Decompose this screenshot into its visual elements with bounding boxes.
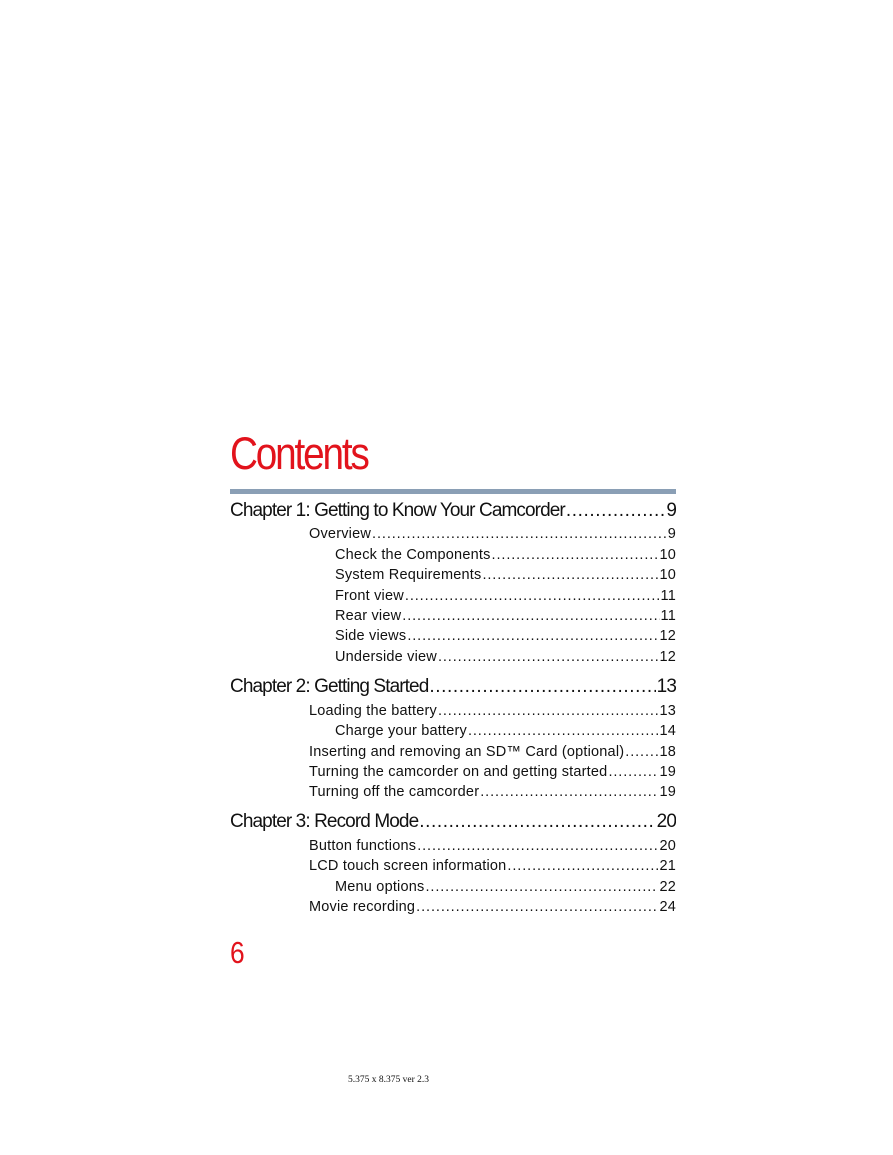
dot-leader xyxy=(417,837,658,856)
dot-leader xyxy=(402,607,659,626)
dot-leader xyxy=(425,878,658,897)
toc-entry-page: 13 xyxy=(659,703,676,719)
toc-entry-label: Turning off the camcorder xyxy=(309,784,480,800)
toc-entry[interactable] xyxy=(309,702,676,721)
toc-entry[interactable] xyxy=(309,783,676,802)
toc-entry[interactable] xyxy=(335,566,676,585)
dot-leader xyxy=(416,898,658,917)
toc-entry-page: 11 xyxy=(660,608,676,624)
toc-entry[interactable] xyxy=(335,607,676,626)
toc-entry-page: 10 xyxy=(659,547,676,563)
toc-entry-label: Front view xyxy=(335,588,404,604)
dot-leader xyxy=(566,499,665,523)
toc-entry[interactable] xyxy=(309,743,676,762)
dot-leader xyxy=(438,648,659,667)
toc-entry-label: LCD touch screen information xyxy=(309,858,507,874)
dot-leader xyxy=(482,566,658,585)
toc-entry-label: Overview xyxy=(309,526,372,542)
toc-entry-label: Side views xyxy=(335,628,407,644)
toc-entry-label: Movie recording xyxy=(309,899,416,915)
toc-entry-label: Underside view xyxy=(335,649,437,665)
dot-leader xyxy=(419,810,655,834)
toc-entry-page: 11 xyxy=(660,588,676,604)
toc-entry[interactable] xyxy=(335,648,676,667)
toc-entry[interactable] xyxy=(335,627,676,646)
dot-leader xyxy=(438,702,659,721)
toc-entry-page: 19 xyxy=(659,764,676,780)
toc-chapter-2[interactable] xyxy=(230,675,676,699)
toc-entry[interactable] xyxy=(309,898,676,917)
dot-leader xyxy=(507,857,658,876)
toc-entry-page: 21 xyxy=(659,858,676,874)
toc-entry-page: 12 xyxy=(659,649,676,665)
toc-entry-label: System Requirements xyxy=(335,567,482,583)
toc-entry[interactable] xyxy=(335,878,676,897)
page-title: Contents xyxy=(230,428,368,479)
toc-entry[interactable] xyxy=(309,837,676,856)
dot-leader xyxy=(625,743,658,762)
toc-entry-page: 13 xyxy=(656,676,676,697)
toc-entry-label: Turning the camcorder on and getting started xyxy=(309,764,608,780)
toc-entry[interactable] xyxy=(309,763,676,782)
toc-entry[interactable] xyxy=(335,587,676,606)
dot-leader xyxy=(372,525,667,544)
toc-entry[interactable] xyxy=(335,546,676,565)
dot-leader xyxy=(492,546,659,565)
toc-entry-page: 9 xyxy=(667,526,676,542)
toc-entry-label: Chapter 3: Record Mode xyxy=(230,811,419,832)
toc-chapter-1[interactable] xyxy=(230,499,676,523)
toc-entry-label: Inserting and removing an SD™ Card (optional) xyxy=(309,744,625,760)
dot-leader xyxy=(468,722,659,741)
toc-entry[interactable] xyxy=(335,722,676,741)
toc-entry-label: Chapter 2: Getting Started xyxy=(230,676,429,697)
toc-entry-page: 20 xyxy=(656,811,676,832)
toc-entry-page: 10 xyxy=(659,567,676,583)
dot-leader xyxy=(405,587,660,606)
toc-entry-label: Chapter 1: Getting to Know Your Camcorder xyxy=(230,500,565,521)
toc-entry-page: 19 xyxy=(659,784,676,800)
toc-entry-label: Loading the battery xyxy=(309,703,437,719)
print-size-note: 5.375 x 8.375 ver 2.3 xyxy=(348,1075,430,1085)
toc-entry-label: Button functions xyxy=(309,838,417,854)
toc-entry-page: 20 xyxy=(659,838,676,854)
page-number: 6 xyxy=(230,935,245,970)
dot-leader xyxy=(480,783,658,802)
toc-entry-page: 9 xyxy=(666,500,676,521)
toc-entry-page: 24 xyxy=(659,899,676,915)
dot-leader xyxy=(407,627,658,646)
toc-entry-page: 18 xyxy=(659,744,676,760)
toc-entry[interactable] xyxy=(309,857,676,876)
dot-leader xyxy=(608,763,658,782)
toc-entry-label: Check the Components xyxy=(335,547,491,563)
title-divider xyxy=(230,489,676,494)
toc-entry-label: Rear view xyxy=(335,608,402,624)
toc-entry-page: 12 xyxy=(659,628,676,644)
toc-entry-page: 14 xyxy=(659,723,676,739)
toc-entry[interactable] xyxy=(309,525,676,544)
toc-entry-label: Menu options xyxy=(335,879,425,895)
toc-entry-label: Charge your battery xyxy=(335,723,467,739)
toc-chapter-3[interactable] xyxy=(230,810,676,834)
dot-leader xyxy=(429,675,655,699)
toc-entry-page: 22 xyxy=(659,879,676,895)
